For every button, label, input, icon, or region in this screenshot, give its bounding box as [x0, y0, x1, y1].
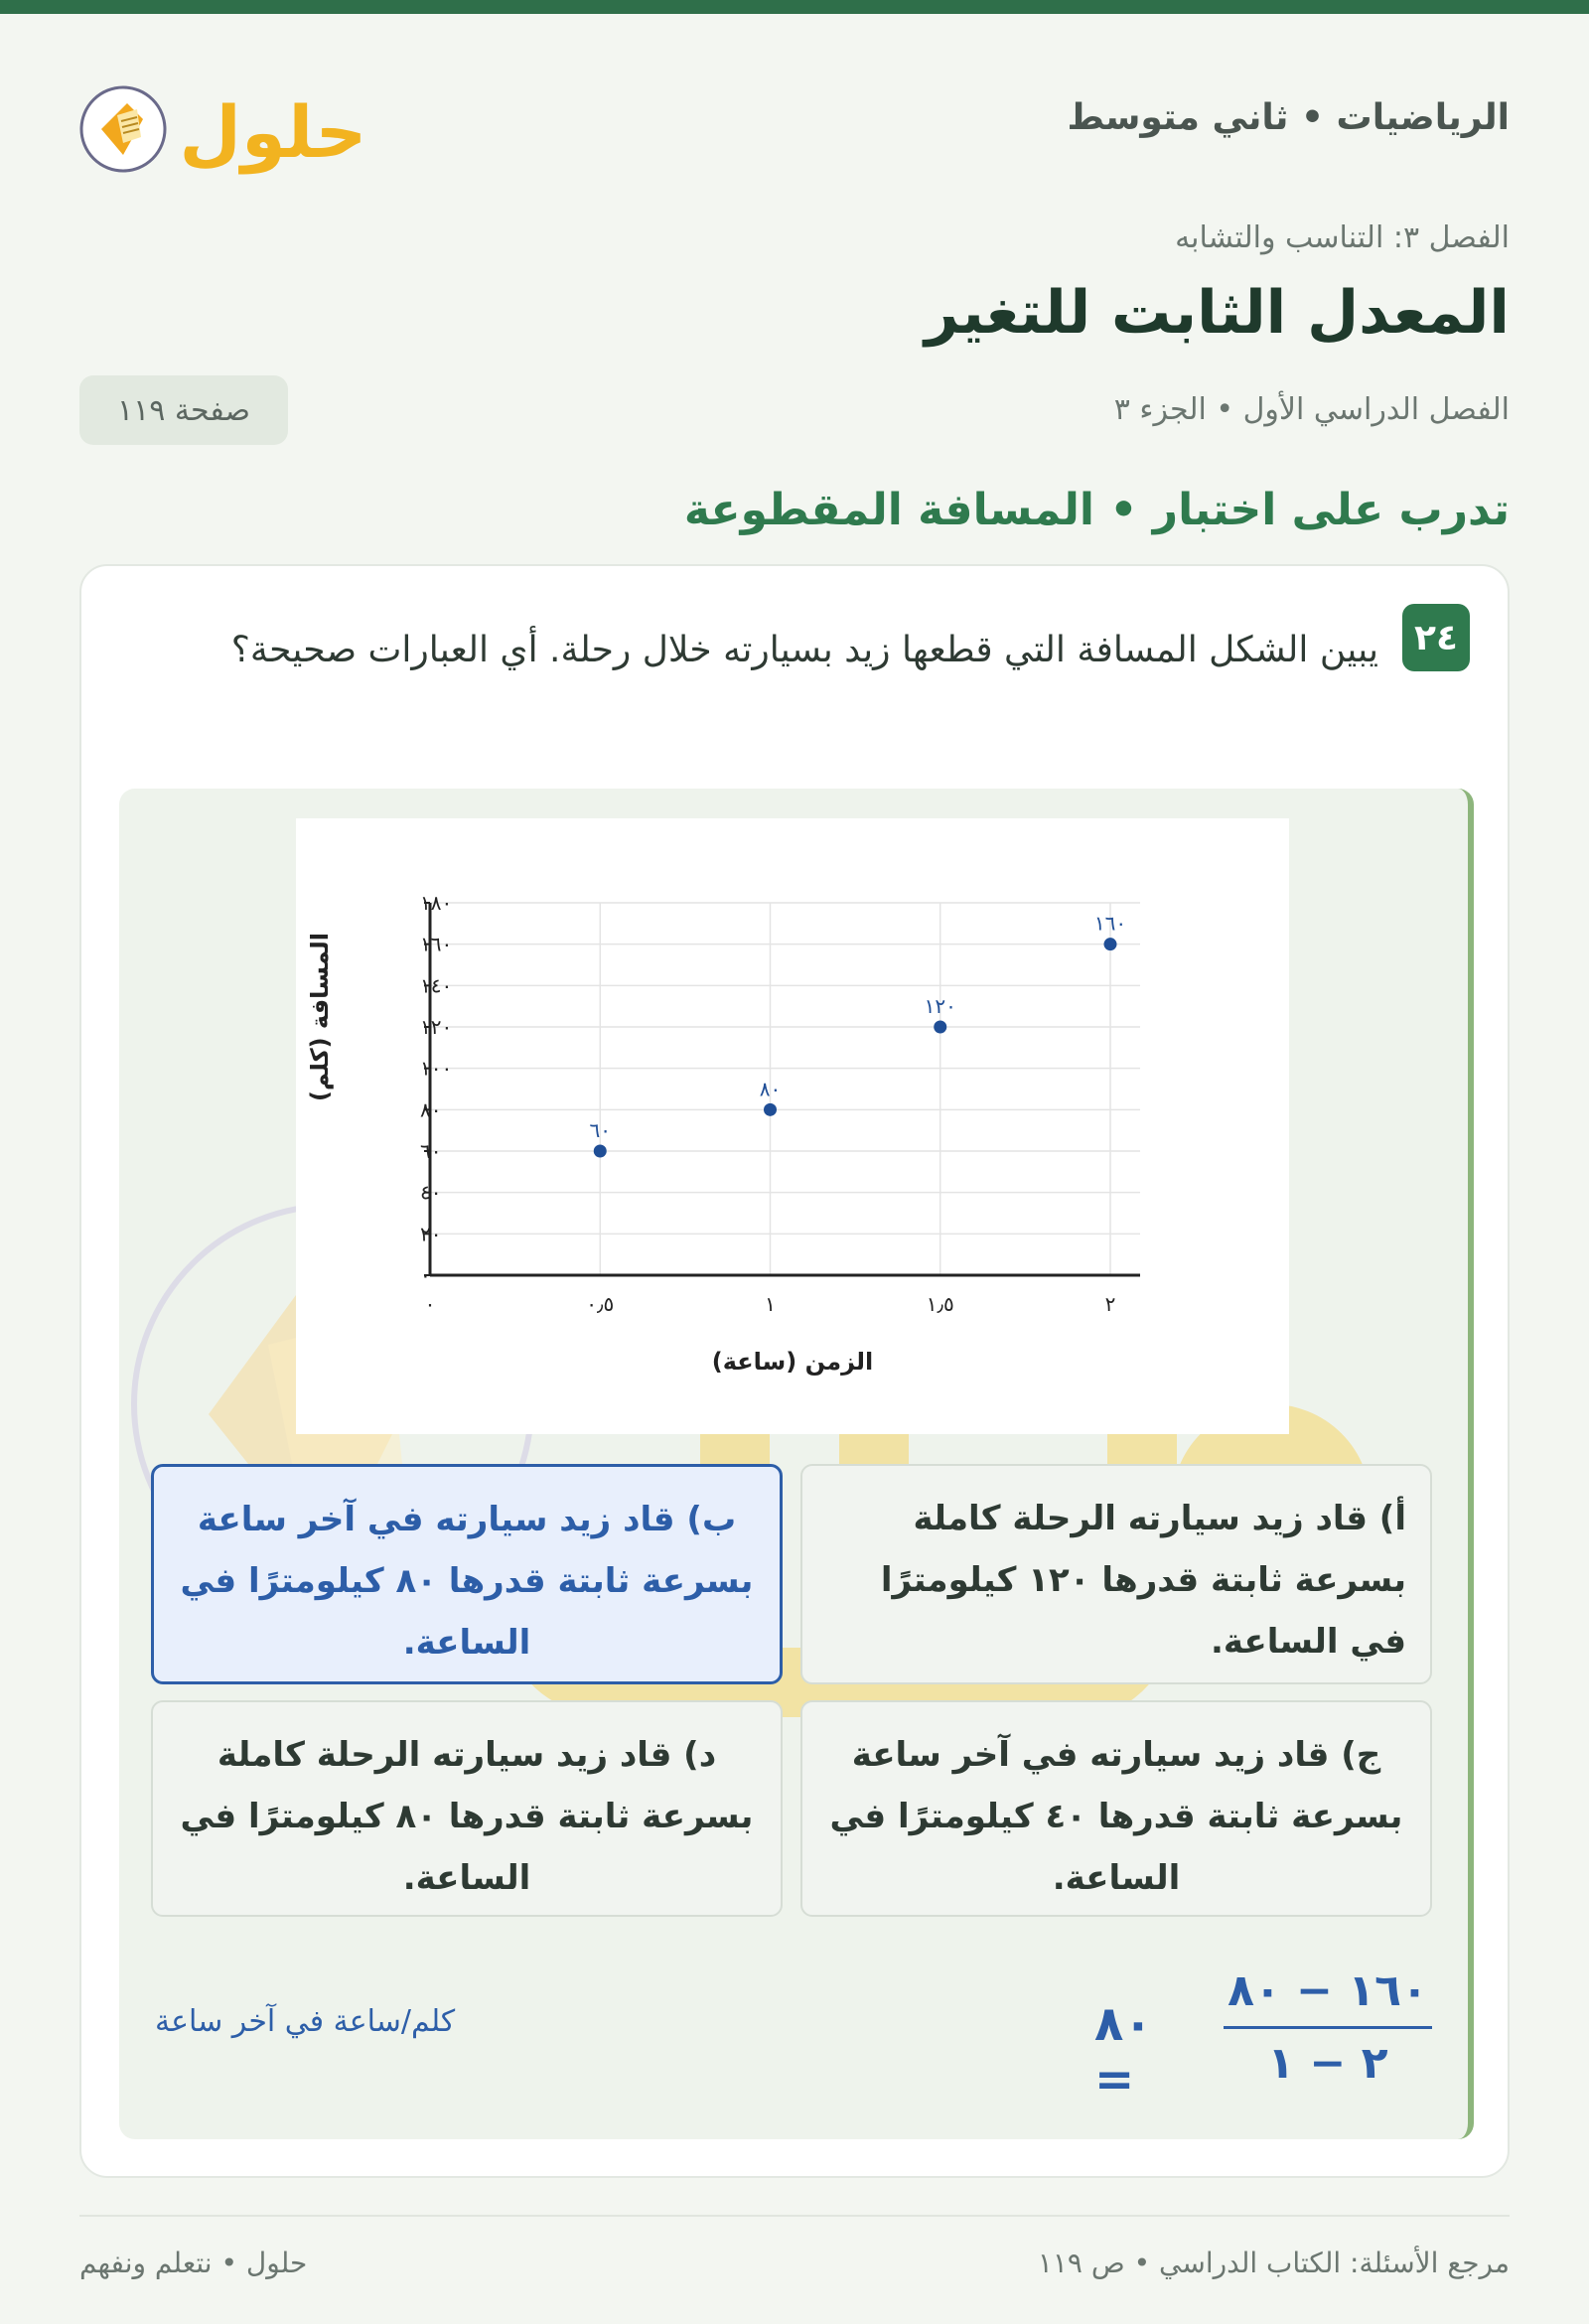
- fraction-numerator: ١٦٠ − ٨٠: [1228, 1965, 1428, 2016]
- chapter-label: الفصل ٣: التناسب والتشابه: [1175, 220, 1510, 255]
- y-axis-label: المسافة (كلم): [306, 933, 334, 1101]
- y-tick-label: ٦٠: [420, 1139, 442, 1163]
- footer-divider: [79, 2215, 1510, 2217]
- footer-brand: حلول • نتعلم ونفهم: [79, 2247, 308, 2279]
- option-a[interactable]: أ) قاد زيد سيارته الرحلة كاملة بسرعة ثابتة قدرها ١٢٠ كيلومترًا في الساعة.: [800, 1464, 1432, 1684]
- header: [79, 60, 1510, 179]
- y-tick-label: ١٦٠: [420, 932, 453, 956]
- fraction-bar: [1224, 2026, 1432, 2029]
- chart-ticks: [420, 891, 1115, 1316]
- y-tick-label: ١٨٠: [420, 891, 453, 915]
- option-c[interactable]: ج) قاد زيد سيارته في آخر ساعة بسرعة ثابتة قدرها ٤٠ كيلومترًا في الساعة.: [800, 1700, 1432, 1917]
- solution-formula: [1094, 1961, 1432, 2107]
- section-title: تدرب على اختبار • المسافة المقطوعة: [683, 485, 1510, 535]
- y-tick-label: ٢٠: [420, 1222, 442, 1246]
- data-label: ١٦٠: [1093, 911, 1127, 936]
- logo-text: حلول: [179, 90, 367, 174]
- equals-sign: =: [1094, 2052, 1135, 2107]
- option-b[interactable]: ب) قاد زيد سيارته في آخر ساعة بسرعة ثابتة قدرها ٨٠ كيلومترًا في الساعة.: [151, 1464, 783, 1684]
- page-badge: صفحة ١١٩: [79, 375, 288, 445]
- scatter-chart: [296, 818, 1289, 1434]
- y-tick-label: ١٤٠: [420, 973, 453, 998]
- data-label: ٨٠: [759, 1077, 782, 1101]
- chart-area: [296, 818, 1289, 1434]
- chart-points: [590, 912, 1127, 1158]
- question-number: ٢٤: [1402, 604, 1470, 671]
- y-tick-label: ٠: [420, 1263, 431, 1287]
- data-label: ١٢٠: [924, 994, 956, 1018]
- option-d[interactable]: د) قاد زيد سيارته الرحلة كاملة بسرعة ثابتة قدرها ٨٠ كيلومترًا في الساعة.: [151, 1700, 783, 1917]
- x-tick-label: ١٫٥: [926, 1292, 954, 1316]
- x-tick-label: ٠: [424, 1292, 436, 1316]
- data-label: ٦٠: [589, 1118, 611, 1142]
- data-point: [934, 1021, 946, 1034]
- data-point: [594, 1145, 607, 1158]
- question-card: [79, 564, 1510, 2178]
- data-point: [764, 1103, 777, 1116]
- subject-label: الرياضيات • ثاني متوسط: [1067, 97, 1510, 138]
- x-tick-label: ٢: [1104, 1292, 1116, 1316]
- y-tick-label: ٨٠: [420, 1097, 442, 1122]
- y-tick-label: ٤٠: [420, 1180, 442, 1205]
- x-tick-label: ١: [765, 1292, 776, 1316]
- question-text: يبين الشكل المسافة التي قطعها زيد بسيارته خلال رحلة. أي العبارات صحيحة؟: [230, 630, 1378, 670]
- equals-result: [1094, 1996, 1202, 2107]
- data-point: [1104, 938, 1117, 950]
- chart-grid: [430, 903, 1140, 1275]
- term-label: الفصل الدراسي الأول • الجزء ٣: [1113, 392, 1510, 427]
- x-tick-label: ٠٫٥: [586, 1292, 615, 1316]
- result-value: ٨٠: [1094, 1996, 1153, 2052]
- y-tick-label: ١٢٠: [420, 1015, 453, 1039]
- lesson-title: المعدل الثابت للتغير: [924, 278, 1510, 348]
- top-strip: [0, 0, 1589, 14]
- formula-note: كلم/ساعة في آخر ساعة: [155, 2004, 456, 2039]
- logo: [79, 60, 377, 179]
- fraction-denominator: ٢ − ١: [1267, 2038, 1388, 2089]
- y-tick-label: ١٠٠: [420, 1056, 453, 1081]
- fraction: [1224, 1961, 1432, 2095]
- x-axis-label: الزمن (ساعة): [711, 1348, 874, 1376]
- content-box: [119, 789, 1474, 2139]
- footer-reference: مرجع الأسئلة: الكتاب الدراسي • ص ١١٩: [1037, 2247, 1510, 2279]
- chart-axes: [430, 903, 1140, 1275]
